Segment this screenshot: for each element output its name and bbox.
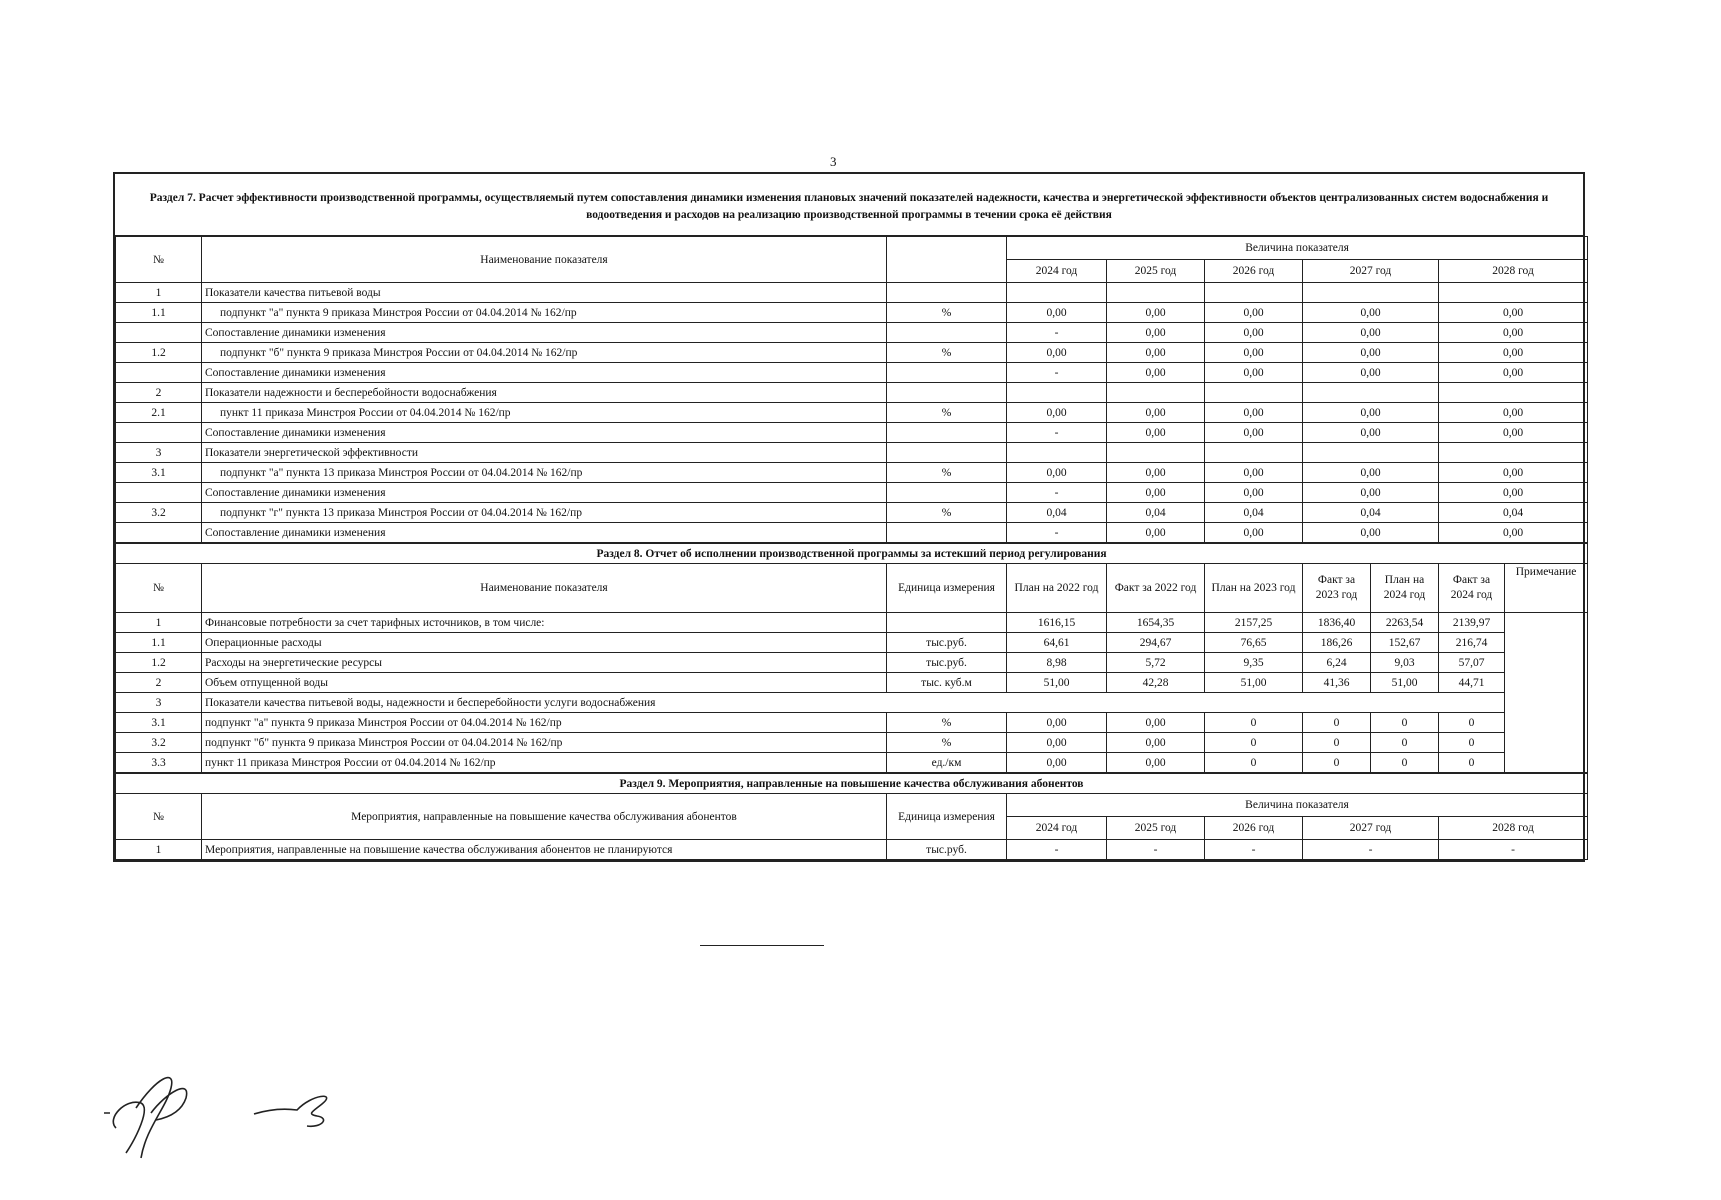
row-number: 1.1 [116,633,202,653]
indicator-name: подпункт "г" пункта 13 приказа Минстроя России от 04.04.2014 № 162/пр [202,503,887,523]
section8-table [115,543,1588,773]
value-cell: 0,00 [1107,713,1205,733]
value-cell: 0,00 [1007,303,1107,323]
value-cell [1205,443,1303,463]
row-number [116,423,202,443]
s7-col-unit [887,237,1007,283]
indicator-name: Сопоставление динамики изменения [202,483,887,503]
value-cell: - [1205,840,1303,860]
value-cell: 0,00 [1439,363,1588,383]
value-cell: 0,00 [1107,343,1205,363]
value-cell: - [1007,483,1107,503]
value-cell: 0 [1371,753,1439,773]
value-cell: 51,00 [1007,673,1107,693]
s8-col: План на 2023 год [1205,564,1303,613]
table-row [116,753,1588,773]
value-cell: 0,00 [1303,403,1439,423]
s7-year: 2025 год [1107,260,1205,283]
document-frame [113,172,1585,862]
s8-col-name: Наименование показателя [202,564,887,613]
s8-col: Факт за 2024 год [1439,564,1505,613]
section9-table [115,773,1588,860]
value-cell: 8,98 [1007,653,1107,673]
indicator-name: пункт 11 приказа Минстроя России от 04.04.2014 № 162/пр [202,753,887,773]
table-row [116,403,1588,423]
value-cell [1007,283,1107,303]
s7-col-name: Наименование показателя [202,237,887,283]
value-cell: 0,04 [1205,503,1303,523]
row-number: 1.2 [116,653,202,673]
row-number: 1.2 [116,343,202,363]
table-row [116,383,1588,403]
value-cell: 64,61 [1007,633,1107,653]
unit-cell [887,443,1007,463]
value-cell: 0,00 [1007,733,1107,753]
value-cell: 0,00 [1303,483,1439,503]
value-cell: 186,26 [1303,633,1371,653]
table-row [116,523,1588,543]
indicator-name: Расходы на энергетические ресурсы [202,653,887,673]
value-cell: 0,00 [1007,343,1107,363]
table-row [116,503,1588,523]
row-number [116,323,202,343]
value-cell: 0,00 [1205,403,1303,423]
value-cell: 294,67 [1107,633,1205,653]
table-row [116,733,1588,753]
unit-cell: % [887,343,1007,363]
value-cell: - [1007,363,1107,383]
value-cell: 51,00 [1205,673,1303,693]
value-cell: 0,00 [1439,343,1588,363]
indicator-name: Сопоставление динамики изменения [202,523,887,543]
value-cell: 0 [1371,713,1439,733]
table-row [116,673,1588,693]
s7-year: 2028 год [1439,260,1588,283]
s8-col: Факт за 2022 год [1107,564,1205,613]
unit-cell [887,283,1007,303]
row-number: 2 [116,383,202,403]
row-number: 2 [116,673,202,693]
s8-col: План на 2022 год [1007,564,1107,613]
value-cell [1007,443,1107,463]
value-cell [1303,443,1439,463]
indicator-name: Сопоставление динамики изменения [202,423,887,443]
row-number: 1.1 [116,303,202,323]
unit-cell: % [887,303,1007,323]
note-cell [1505,613,1588,773]
value-cell: 9,03 [1371,653,1439,673]
value-cell: 0,00 [1007,753,1107,773]
s8-col-unit: Единица измерения [887,564,1007,613]
value-cell: 2139,97 [1439,613,1505,633]
indicator-name: Показатели энергетической эффективности [202,443,887,463]
indicator-name: Операционные расходы [202,633,887,653]
value-cell: 1616,15 [1007,613,1107,633]
section7-table [115,236,1588,543]
value-cell: 0,00 [1205,423,1303,443]
s9-year: 2025 год [1107,817,1205,840]
value-cell: 0,00 [1303,423,1439,443]
value-cell: 0,00 [1007,403,1107,423]
row-number [116,523,202,543]
value-cell [1007,383,1107,403]
value-cell: 0,00 [1439,423,1588,443]
indicator-name: Показатели качества питьевой воды, надежности и бесперебойности услуги водоснабжения [202,693,1505,713]
value-cell: 0 [1205,733,1303,753]
table-row [116,343,1588,363]
table-row [116,633,1588,653]
indicator-name: подпункт "а" пункта 13 приказа Минстроя России от 04.04.2014 № 162/пр [202,463,887,483]
s9-col-num: № [116,794,202,840]
value-cell [1107,383,1205,403]
value-cell: 0,04 [1107,503,1205,523]
unit-cell [887,323,1007,343]
value-cell [1303,283,1439,303]
value-cell: 0,00 [1107,483,1205,503]
value-cell: 0,00 [1205,523,1303,543]
closing-rule [700,945,824,946]
value-cell: 216,74 [1439,633,1505,653]
value-cell: 6,24 [1303,653,1371,673]
unit-cell [887,383,1007,403]
s9-year: 2026 год [1205,817,1303,840]
s8-col-num: № [116,564,202,613]
unit-cell [887,613,1007,633]
value-cell: 2263,54 [1371,613,1439,633]
value-cell: 0,00 [1205,483,1303,503]
row-number: 3.2 [116,733,202,753]
unit-cell: % [887,503,1007,523]
measure-name: Мероприятия, направленные на повышение качества обслуживания абонентов не планируются [202,840,887,860]
value-cell: 1836,40 [1303,613,1371,633]
value-cell: 0,00 [1303,343,1439,363]
s8-col: План на 2024 год [1371,564,1439,613]
value-cell: 0,00 [1303,303,1439,323]
row-number [116,483,202,503]
value-cell: 0,00 [1007,713,1107,733]
s9-year: 2028 год [1439,817,1588,840]
value-cell: - [1007,323,1107,343]
s9-col-unit: Единица измерения [887,794,1007,840]
unit-cell: % [887,403,1007,423]
value-cell: 0,00 [1107,423,1205,443]
table-row [116,423,1588,443]
table-row [116,693,1588,713]
s7-year: 2026 год [1205,260,1303,283]
row-number: 3.1 [116,713,202,733]
row-number: 3.2 [116,503,202,523]
row-number: 3.3 [116,753,202,773]
value-cell: 0,00 [1303,523,1439,543]
value-cell: - [1303,840,1439,860]
value-cell: 0 [1439,733,1505,753]
value-cell: 2157,25 [1205,613,1303,633]
table-row [116,483,1588,503]
value-cell: 0,00 [1205,363,1303,383]
value-cell: 0,00 [1303,363,1439,383]
value-cell: 0 [1439,753,1505,773]
value-cell: 9,35 [1205,653,1303,673]
s8-col: Факт за 2023 год [1303,564,1371,613]
unit-cell: % [887,733,1007,753]
table-row [116,303,1588,323]
row-number: 2.1 [116,403,202,423]
value-cell: 0 [1205,753,1303,773]
value-cell: 0,00 [1439,463,1588,483]
value-cell: 152,67 [1371,633,1439,653]
value-cell: 0,00 [1205,343,1303,363]
unit-cell: тыс.руб. [887,840,1007,860]
section7-title: Раздел 7. Расчет эффективности производственной программы, осуществляемый путем сопоставления динамики изменения плановых значений показателей надежности, качества и энергетической эффективности объектов централизованных систем водоснабжения и водоотведения и расходов на реализацию производственной программы в течении срока её действия [115,174,1583,236]
value-cell: 1654,35 [1107,613,1205,633]
value-cell: 0,00 [1205,463,1303,483]
table-row [116,323,1588,343]
value-cell: 0 [1371,733,1439,753]
value-cell [1107,283,1205,303]
value-cell: 0,00 [1439,303,1588,323]
value-cell: 0 [1303,733,1371,753]
value-cell: 44,71 [1439,673,1505,693]
value-cell: 41,36 [1303,673,1371,693]
table-row [116,463,1588,483]
value-cell: 0,04 [1007,503,1107,523]
indicator-name: подпункт "б" пункта 9 приказа Минстроя России от 04.04.2014 № 162/пр [202,733,887,753]
value-cell: 0,00 [1439,483,1588,503]
row-number: 3.1 [116,463,202,483]
value-cell: 0,00 [1107,523,1205,543]
value-cell: 0,00 [1303,323,1439,343]
value-cell: 0,00 [1107,363,1205,383]
value-cell: 0,00 [1439,403,1588,423]
table-row [116,653,1588,673]
unit-cell: тыс.руб. [887,653,1007,673]
unit-cell [887,523,1007,543]
table-row [116,363,1588,383]
unit-cell: ед./км [887,753,1007,773]
value-cell: 51,00 [1371,673,1439,693]
value-cell [1303,383,1439,403]
unit-cell: % [887,463,1007,483]
value-cell [1439,443,1588,463]
value-cell [1439,383,1588,403]
s9-col-name: Мероприятия, направленные на повышение качества обслуживания абонентов [202,794,887,840]
value-cell: 57,07 [1439,653,1505,673]
unit-cell [887,363,1007,383]
s9-year: 2027 год [1303,817,1439,840]
table-row [116,283,1588,303]
value-cell [1205,283,1303,303]
s8-col-note: Примечание [1505,564,1588,613]
indicator-name: подпункт "а" пункта 9 приказа Минстроя России от 04.04.2014 № 162/пр [202,303,887,323]
value-cell: - [1439,840,1588,860]
s9-year: 2024 год [1007,817,1107,840]
value-cell: 0,00 [1107,733,1205,753]
value-cell: 0,00 [1439,523,1588,543]
value-cell: 0 [1303,713,1371,733]
indicator-name: Сопоставление динамики изменения [202,323,887,343]
table-row [116,443,1588,463]
indicator-name: пункт 11 приказа Минстроя России от 04.04.2014 № 162/пр [202,403,887,423]
indicator-name: Финансовые потребности за счет тарифных источников, в том числе: [202,613,887,633]
value-cell: - [1007,423,1107,443]
value-cell: 5,72 [1107,653,1205,673]
value-cell: 0 [1439,713,1505,733]
s7-year: 2027 год [1303,260,1439,283]
unit-cell: тыс. куб.м [887,673,1007,693]
row-number: 3 [116,693,202,713]
indicator-name: подпункт "а" пункта 9 приказа Минстроя России от 04.04.2014 № 162/пр [202,713,887,733]
value-cell: 0,00 [1007,463,1107,483]
value-cell: 0,04 [1303,503,1439,523]
value-cell: 0,04 [1439,503,1588,523]
unit-cell: % [887,713,1007,733]
unit-cell [887,423,1007,443]
value-cell: 42,28 [1107,673,1205,693]
value-cell: 0,00 [1303,463,1439,483]
value-cell: 0,00 [1439,323,1588,343]
page-number: 3 [830,154,837,169]
value-cell: 0,00 [1205,323,1303,343]
row-number: 1 [116,840,202,860]
value-cell: - [1007,840,1107,860]
value-cell: - [1007,523,1107,543]
value-cell: 0,00 [1107,753,1205,773]
indicator-name: подпункт "б" пункта 9 приказа Минстроя России от 04.04.2014 № 162/пр [202,343,887,363]
unit-cell: тыс.руб. [887,633,1007,653]
s7-year: 2024 год [1007,260,1107,283]
row-number [116,363,202,383]
table-row [116,613,1588,633]
signature-mark-second [252,1084,342,1134]
s7-col-value: Величина показателя [1007,237,1588,260]
indicator-name: Показатели надежности и бесперебойности водоснабжения [202,383,887,403]
indicator-name: Объем отпущенной воды [202,673,887,693]
value-cell [1439,283,1588,303]
indicator-name: Сопоставление динамики изменения [202,363,887,383]
value-cell: 0,00 [1205,303,1303,323]
unit-cell [887,483,1007,503]
value-cell: 0,00 [1107,403,1205,423]
value-cell: - [1107,840,1205,860]
value-cell: 76,65 [1205,633,1303,653]
table-row [116,840,1588,860]
value-cell: 0,00 [1107,303,1205,323]
row-number: 3 [116,443,202,463]
indicator-name: Показатели качества питьевой воды [202,283,887,303]
value-cell: 0,00 [1107,323,1205,343]
value-cell [1107,443,1205,463]
row-number: 1 [116,613,202,633]
section8-title: Раздел 8. Отчет об исполнении производственной программы за истекший период регулирования [116,544,1588,564]
value-cell [1205,383,1303,403]
value-cell: 0 [1205,713,1303,733]
section9-title: Раздел 9. Мероприятия, направленные на повышение качества обслуживания абонентов [116,774,1588,794]
row-number: 1 [116,283,202,303]
table-row [116,713,1588,733]
s7-col-num: № [116,237,202,283]
signature-mark [96,1058,216,1168]
value-cell: 0 [1303,753,1371,773]
s9-col-value: Величина показателя [1007,794,1588,817]
value-cell: 0,00 [1107,463,1205,483]
